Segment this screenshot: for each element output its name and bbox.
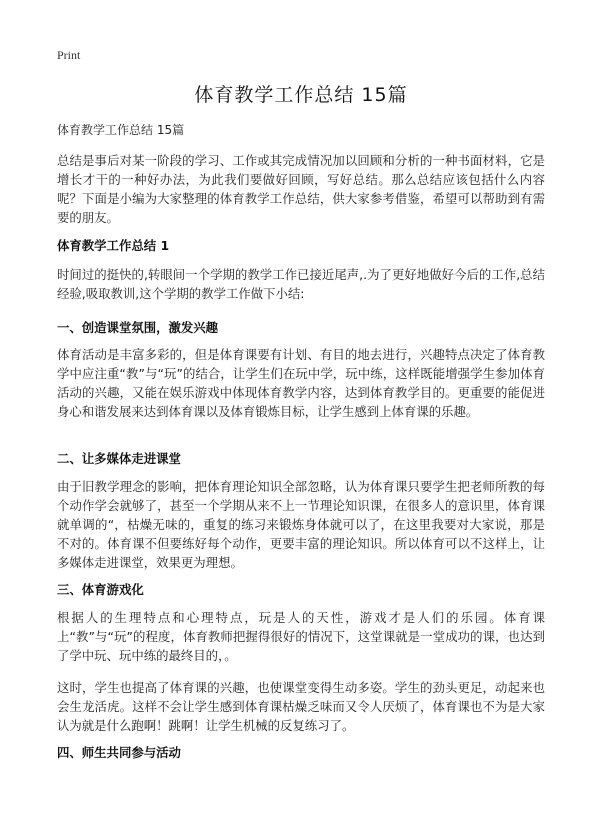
subheading-2: 二、让多媒体走进课堂 xyxy=(57,451,181,466)
document-title: 体育教学工作总结 15篇 xyxy=(194,84,408,106)
print-link[interactable]: Print xyxy=(57,48,81,62)
subheading-1: 一、创造课堂氛围，激发兴趣 xyxy=(57,320,219,335)
paragraph-4: 这时，学生也提高了体育课的兴趣，也使课堂变得生动多姿。学生的劲头更足，动起来也会生龙活虎。这样不会让学生感到体育课枯燥乏味而又令人厌烦了，体育课也不为是大家认为就是什么跑啊！跳啊！让学生机械的反复练习了。 xyxy=(57,680,545,733)
intro-paragraph: 总结是事后对某一阶段的学习、工作或其完成情况加以回顾和分析的一种书面材料，它是增长才干的一种好办法，为此我们要做好回顾，写好总结。那么总结应该包括什么内容呢？下面是小编为大家整理的体育教学工作总结，供大家参考借鉴，希望可以帮助到有需要的朋友。 xyxy=(57,153,545,225)
paragraph-1: 体育活动是丰富多彩的，但是体育课要有计划、有目的地去进行，兴趣特点决定了体育教学中应注重“教”与“玩”的结合，让学生们在玩中学，玩中练，这样既能增强学生参加体育活动的兴趣，又能在娱乐游戏中体现体育教学内容，达到体育教学目的。更重要的能促进身心和谐发展来达到体育课以及体育锻炼目标，让学生感到上体育课的乐趣。 xyxy=(57,347,545,419)
section-heading-1: 体育教学工作总结 1 xyxy=(57,238,170,253)
paragraph-3: 根据人的生理特点和心理特点，玩是人的天性，游戏才是人们的乐园。体育课上“教”与“玩”的程度，体育教师把握得很好的情况下，这堂课就是一堂成功的课，也达到了学中玩、玩中练的最终目的，。 xyxy=(57,610,545,663)
paragraph-2: 由于旧教学理念的影响，把体育理论知识全部忽略，认为体育课只要学生把老师所教的每个动作学会就够了，甚至一个学期从来不上一节理论知识课，在很多人的意识里，体育课就单调的“，枯燥无味的，重复的练习来锻炼身体就可以了，在这里我要对大家说，那是不对的。体育课不但要练好每个动作，更要丰富的理论知识。所以体育可以不这样上，让多媒体走进课堂，效果更为理想。 xyxy=(57,479,545,570)
document-subtitle: 体育教学工作总结 15篇 xyxy=(57,123,185,137)
section1-paragraph: 时间过的挺快的,转眼间一个学期的教学工作已接近尾声,.为了更好地做好今后的工作,总结经验,吸取教训,这个学期的教学工作做下小结: xyxy=(57,267,545,301)
subheading-3: 三、体育游戏化 xyxy=(57,582,144,597)
subheading-4: 四、师生共同参与活动 xyxy=(57,745,181,760)
